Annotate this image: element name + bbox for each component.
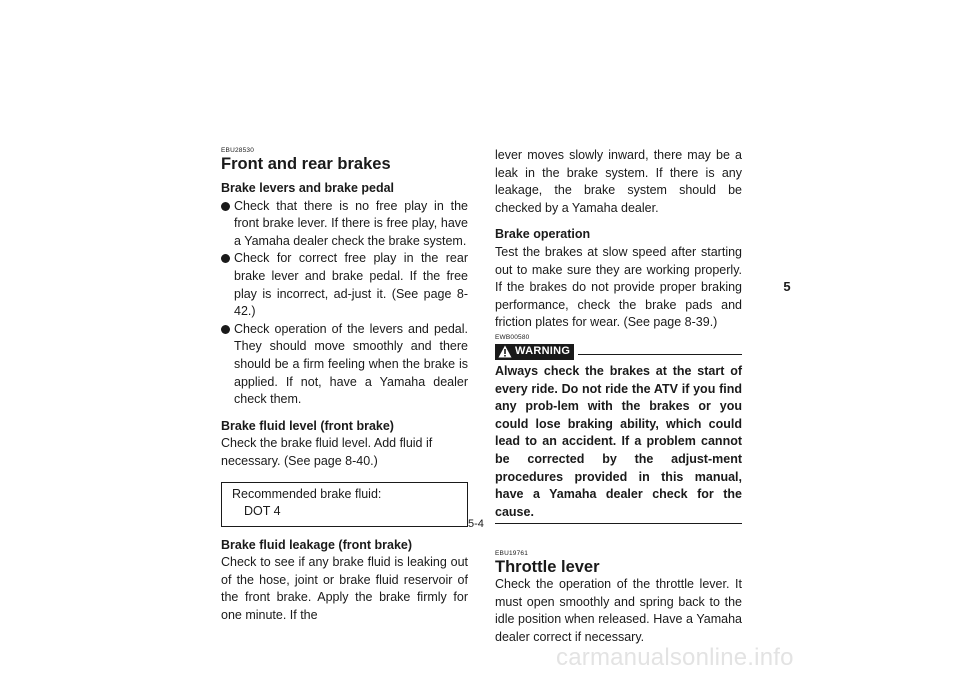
list-item: Check that there is no free play in the front brake lever. If there is free play, have a Yamaha dealer check the brake system. xyxy=(221,198,468,251)
page-number: 5-4 xyxy=(468,518,484,530)
section-code: EBU28530 xyxy=(221,147,255,154)
warning-label: WARNING xyxy=(515,345,571,358)
leakage-text-continued: lever moves slowly inward, there may be a leak in the brake system. If there is any leakage, the brake system should be checked by a Yamaha dealer. xyxy=(495,148,742,215)
subheading-fluid-leakage: Brake fluid leakage (front brake) xyxy=(221,537,413,552)
section-title-brakes: Front and rear brakes xyxy=(221,155,391,173)
bullet-icon xyxy=(221,325,230,334)
throttle-text: Check the operation of the throttle lever. It must open smoothly and spring back to the idle position when released. Have a Yamaha dealer correct if necessary. xyxy=(495,577,742,645)
watermark: carmanualsonline.info xyxy=(556,644,794,671)
spec-value: DOT 4 xyxy=(244,504,281,519)
bullet-icon xyxy=(221,254,230,263)
left-column xyxy=(221,147,468,625)
list-item: Check operation of the levers and pedal. They should move smoothly and there should be a firm feeling when the brake is applied. If not, have a Yamaha dealer check them. xyxy=(221,321,468,409)
fluid-level-text: Check the brake fluid level. Add fluid if necessary. (See page 8-40.) xyxy=(221,436,433,468)
right-column xyxy=(495,147,742,647)
warning-triangle-icon xyxy=(498,345,512,358)
chapter-tab: 5 xyxy=(774,273,800,299)
spec-label: Recommended brake fluid: xyxy=(232,486,382,501)
brake-check-list xyxy=(221,198,468,409)
bullet-icon xyxy=(221,202,230,211)
warning-text: Always check the brakes at the start of every ride. Do not ride the ATV if you find any prob-lem with the brakes or you could lose braking ability, which could lead to an accident. If a problem cannot be corrected by the adjust-ment procedures provided in this manual, have a Yamaha dealer check for the cause. xyxy=(495,363,742,519)
spec-box xyxy=(221,482,468,527)
fluid-leakage-text: Check to see if any brake fluid is leaking out of the hose, joint or brake fluid reservoir of the front brake. Apply the brake firmly for one minute. If the xyxy=(221,555,468,623)
subheading-brake-operation: Brake operation xyxy=(495,227,591,242)
warning-badge xyxy=(495,344,574,360)
subheading-levers-pedal: Brake levers and brake pedal xyxy=(221,181,395,195)
list-item: Check for correct free play in the rear brake lever and brake pedal. If the free play is incorrect, ad-just it. (See page 8-42.) xyxy=(221,250,468,320)
warning-divider xyxy=(578,354,742,355)
subheading-fluid-level: Brake fluid level (front brake) xyxy=(221,418,394,433)
section-title-throttle: Throttle lever xyxy=(495,558,600,577)
warning-code: EWB00580 xyxy=(495,333,530,341)
brake-operation-text: Test the brakes at slow speed after starting out to make sure they are working properly. If the brakes do not provide proper braking performance, check the brake pads and friction plates for wear. (See page 8-39.) xyxy=(495,244,742,330)
section-code: EBU19761 xyxy=(495,550,529,558)
warning-header xyxy=(495,343,742,361)
